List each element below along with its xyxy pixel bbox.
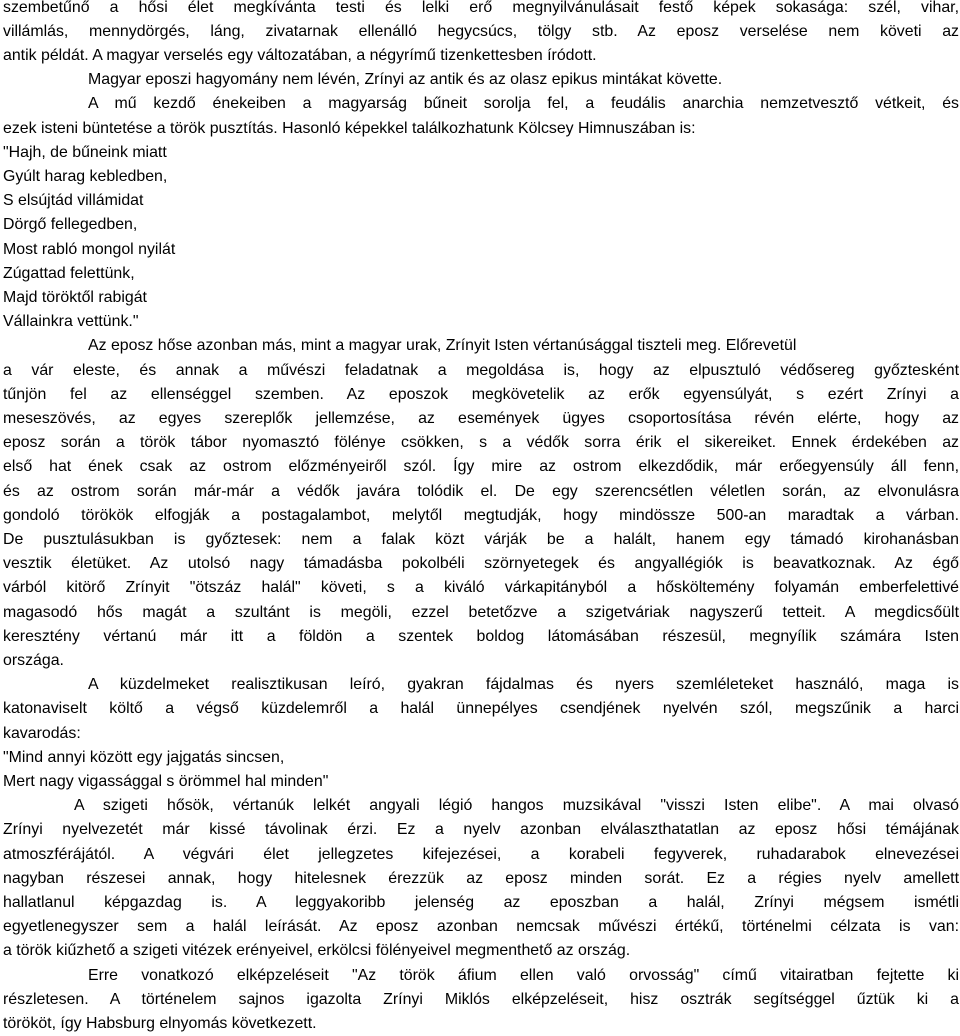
text-line: várból kitörő Zrínyit "ötszáz halál" követi, s a kiváló várkapitányból a hősköltemény folyamán emberfelettivé <box>3 579 959 596</box>
text-line: gondoló törökök elfogják a postagalambot, melytől megtudják, hogy mindössze 500-an maradtak a várban. <box>3 507 959 524</box>
text-line: a vár eleste, és annak a művészi feladatnak a megoldása is, hogy az elpusztuló védősereg győztesként <box>3 362 959 379</box>
text-line: antik példát. A magyar verselés egy változatában, a négyrímű tizenkettesben íródott. <box>3 47 597 64</box>
text-line: villámlás, mennydörgés, láng, zivatarnak ellenálló hegycsúcs, tölgy stb. Az eposz verselése nem követi az <box>3 23 959 40</box>
text-line: Az eposz hőse azonban más, mint a magyar urak, Zrínyit Isten vértanúsággal tiszteli meg. Előrevetül <box>88 337 797 354</box>
poem-line: Most rabló mongol nyilát <box>3 241 176 258</box>
text-line: meseszövés, az egyes szereplők jellemzése, az események ügyes csoportosítása révén elérte, hogy az <box>3 410 959 427</box>
text-line: A küzdelmeket realisztikusan leíró, gyakran fájdalmas és nyers szemléleteket használó, maga is <box>88 676 959 693</box>
text-line: hallatlanul képgazdag is. A leggyakoribb jelenség az eposzban a halál, Zrínyi mégsem ismétli <box>3 894 959 911</box>
poem-line: Zúgattad felettünk, <box>3 265 135 282</box>
text-line: kavarodás: <box>3 725 81 742</box>
poem-line: Vállainkra vettünk." <box>3 313 139 330</box>
text-line: tűnjön fel az ellenséggel szemben. Az eposzok megkövetelik az erők egyensúlyát, s ezért Zrínyi a <box>3 386 959 403</box>
text-line: a török kiűzhető a szigeti vitézek erényeivel, erkölcsi fölényeivel megmenthető az ország. <box>3 942 631 959</box>
text-line: egyetlenegyszer sem a halál leírását. Az eposz azonban nemcsak művészi értékű, történelmi célzata is van: <box>3 918 959 935</box>
text-line: szembetűnő a hősi élet megkívánta testi és lelki erő megnyilvánulásait festő képek sokasága: szél, vihar, <box>3 0 959 16</box>
text-line: eposz során a török tábor nyomasztó fölénye csökken, s a védők sorra érik el sikereiket. Ennek érdekében az <box>3 434 959 451</box>
text-line: ezek isteni büntetése a török pusztítás. Hasonló képekkel találkozhatunk Kölcsey Himnuszában is: <box>3 120 696 137</box>
text-line: vesztik életüket. Az utolsó nagy támadásba pokolbéli szörnyetegek és angyallégiók is beavatkoznak. Az égő <box>3 555 959 572</box>
poem-line: "Hajh, de bűneink miatt <box>3 144 167 161</box>
text-line: országa. <box>3 652 64 669</box>
text-line: törököt, így Habsburg elnyomás következett. <box>3 1015 317 1032</box>
text-line: Magyar eposzi hagyomány nem lévén, Zrínyi az antik és az olasz epikus mintákat követte. <box>88 71 723 88</box>
text-line: első hat ének csak az ostrom előzményeiről szól. Így mire az ostrom elkezdődik, már erőegyensúly áll fenn, <box>3 458 959 475</box>
poem-line: Majd töröktől rabigát <box>3 289 147 306</box>
text-line: magasodó hős magát a szultánt is megöli, ezzel betetőzve a szigetváriak nagyszerű tetteit. A megdicsőült <box>3 604 959 621</box>
text-line: katonaviselt költő a végső küzdelemről a halál ünnepélyes csendjének nyelvén szól, megszűnik a harci <box>3 700 959 717</box>
text-line: keresztény vértanú már itt a földön a szentek boldog látomásában részesül, megnyílik számára Isten <box>3 628 959 645</box>
text-line: nagyban részesei annak, hogy hitelesnek érezzük az eposz minden sorát. Ez a régies nyelv amellett <box>3 870 959 887</box>
text-line: De pusztulásukban is győztesek: nem a falak közt várják be a halált, hanem egy támadó kirohanásban <box>3 531 959 548</box>
quote-line: Mert nagy vigassággal s örömmel hal minden" <box>3 773 329 790</box>
text-line: Zrínyi nyelvezetét már kissé távolinak érzi. Ez a nyelv azonban elválaszthatatlan az eposz hősi témájának <box>3 821 959 838</box>
poem-line: Gyúlt harag kebledben, <box>3 168 168 185</box>
text-line: A szigeti hősök, vértanúk lelkét angyali légió hangos muzsikával "visszi Isten elibe". A mai olvasó <box>74 797 959 814</box>
quote-line: "Mind annyi között egy jajgatás sincsen, <box>3 749 285 766</box>
text-line: atmoszférájától. A végvári élet jellegzetes kifejezései, a korabeli fegyverek, ruhadarabok elnevezései <box>3 846 959 863</box>
poem-line: Dörgő fellegedben, <box>3 216 138 233</box>
text-line: Erre vonatkozó elképzeléseit "Az török áfium ellen való orvosság" című vitairatban fejtette ki <box>88 967 959 984</box>
text-line: részletesen. A történelem sajnos igazolta Zrínyi Miklós elképzeléseit, hisz osztrák segítséggel űztük ki a <box>3 991 959 1008</box>
text-line: és az ostrom során már-már a védők javára tolódik el. De egy szerencsétlen véletlen során, az elvonulásra <box>3 483 959 500</box>
text-line: A mű kezdő énekeiben a magyarság bűneit sorolja fel, a feudális anarchia nemzetvesztő vétkeit, és <box>88 95 959 112</box>
poem-line: S elsújtád villámidat <box>3 192 144 209</box>
